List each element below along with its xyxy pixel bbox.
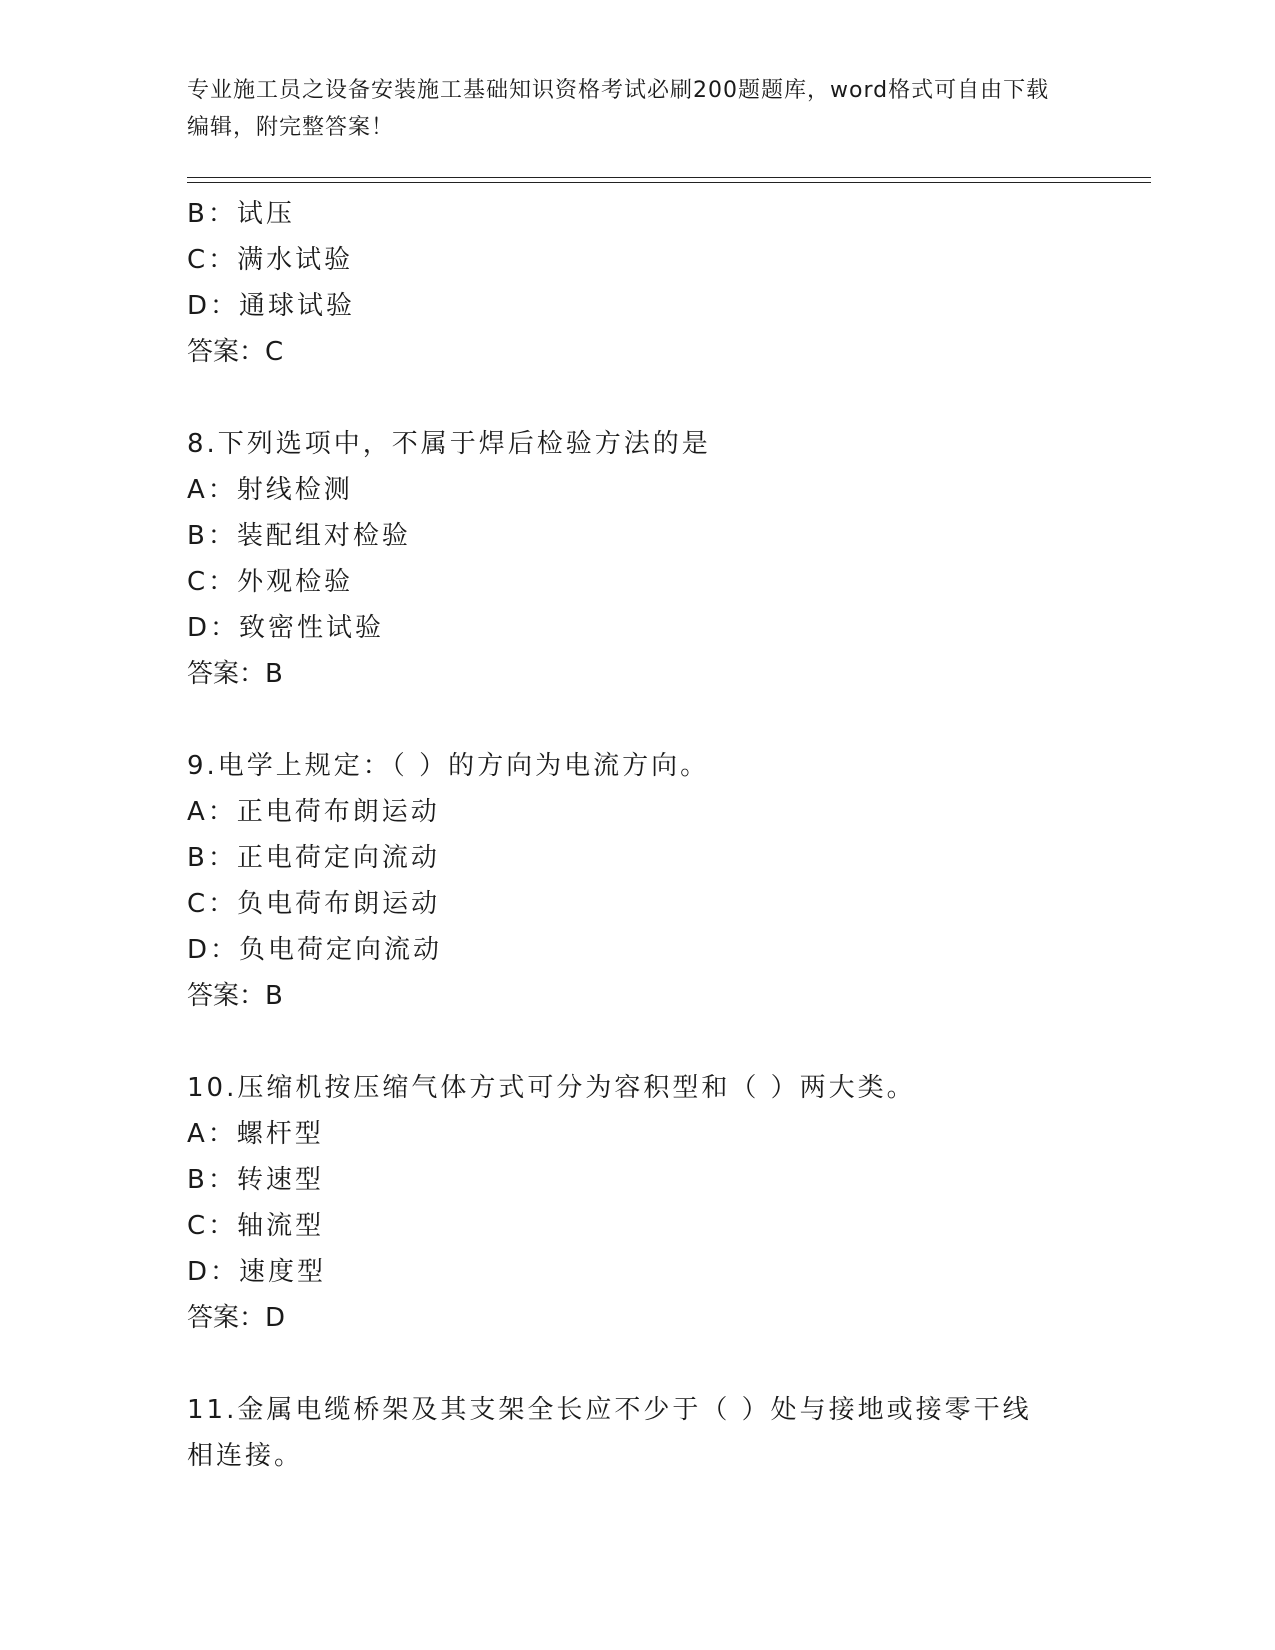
option-c: C：负电荷布朗运动: [187, 889, 441, 919]
answer: 答案：D: [187, 1303, 286, 1333]
spacer: [187, 1341, 1087, 1387]
question-block-7: [187, 191, 1087, 375]
document-header: [187, 72, 1067, 146]
option-b: B：试压: [187, 199, 295, 229]
option-d: D：负电荷定向流动: [187, 935, 443, 965]
option-a: A：螺杆型: [187, 1119, 324, 1149]
answer: 答案：B: [187, 981, 283, 1011]
question-block-9: [187, 743, 1087, 1019]
question-text: 11.金属电缆桥架及其支架全长应不少于（ ）处与接地或接零干线相连接。: [187, 1395, 1032, 1471]
header-divider-bottom: [187, 182, 1151, 183]
spacer: [187, 375, 1087, 421]
answer: 答案：C: [187, 337, 284, 367]
header-divider-top: [187, 177, 1151, 178]
spacer: [187, 1019, 1087, 1065]
option-c: C：轴流型: [187, 1211, 325, 1241]
option-a: A：正电荷布朗运动: [187, 797, 440, 827]
question-block-11: [187, 1387, 1087, 1479]
question-text: 9.电学上规定：（ ）的方向为电流方向。: [187, 751, 710, 781]
question-text: 10.压缩机按压缩气体方式可分为容积型和（ ）两大类。: [187, 1073, 916, 1103]
spacer: [187, 697, 1087, 743]
option-d: D：速度型: [187, 1257, 327, 1287]
option-d: D：通球试验: [187, 291, 356, 321]
option-a: A：射线检测: [187, 475, 353, 505]
option-b: B：转速型: [187, 1165, 324, 1195]
question-block-10: [187, 1065, 1087, 1341]
option-d: D：致密性试验: [187, 613, 385, 643]
option-c: C：满水试验: [187, 245, 354, 275]
option-b: B：正电荷定向流动: [187, 843, 440, 873]
header-title: 专业施工员之设备安装施工基础知识资格考试必刷200题题库，word格式可自由下载编辑，附完整答案！: [187, 78, 1050, 140]
question-block-8: [187, 421, 1087, 697]
option-c: C：外观检验: [187, 567, 354, 597]
option-b: B：装配组对检验: [187, 521, 411, 551]
question-text: 8.下列选项中，不属于焊后检验方法的是: [187, 429, 711, 459]
answer: 答案：B: [187, 659, 283, 689]
question-list: [187, 191, 1087, 1479]
